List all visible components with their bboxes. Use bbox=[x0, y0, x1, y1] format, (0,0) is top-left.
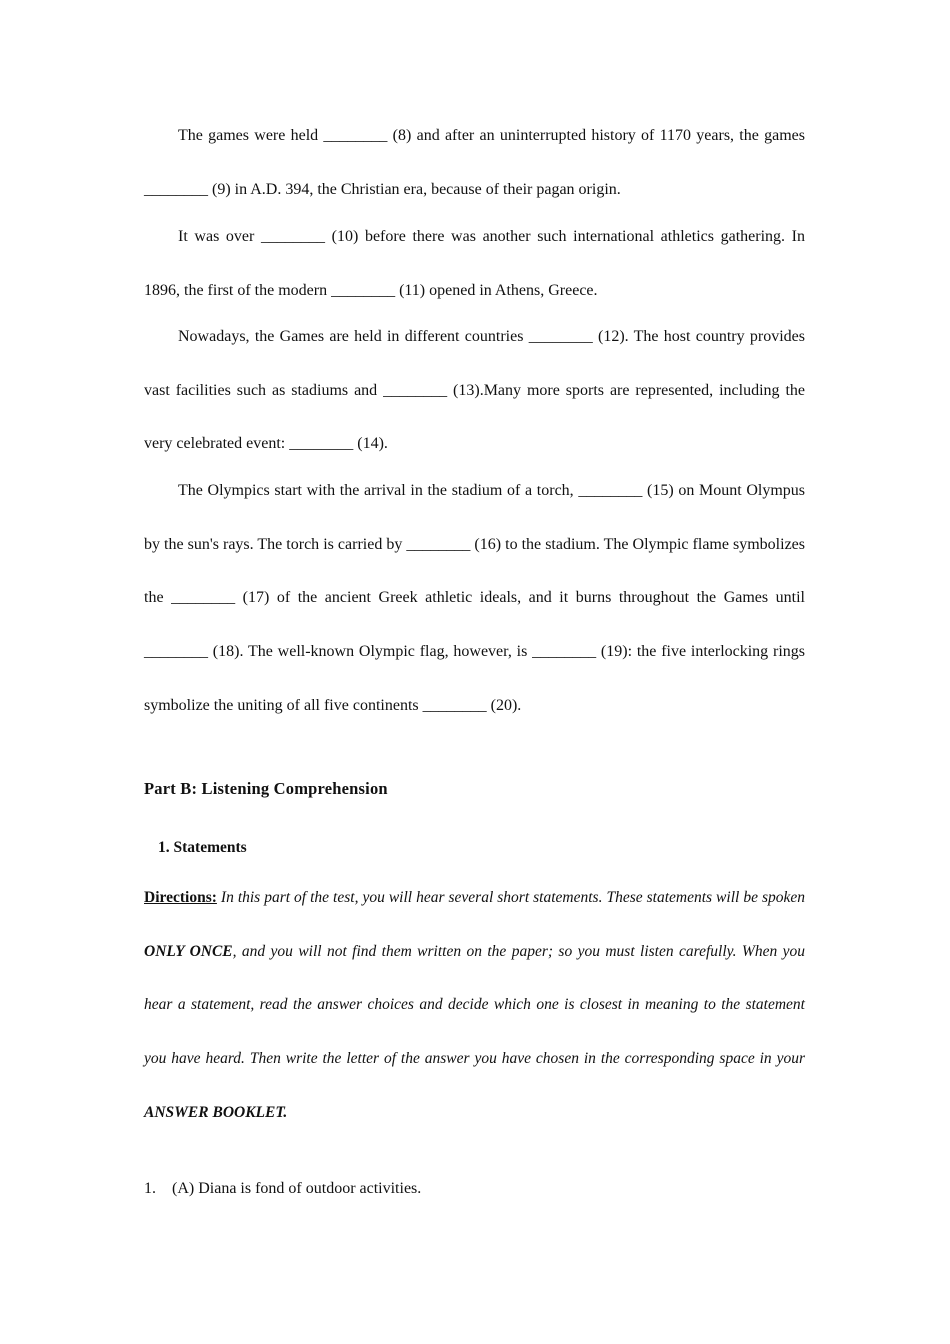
directions-paragraph bbox=[144, 871, 805, 1140]
paragraph-torch-flag bbox=[144, 464, 805, 733]
paragraph-text: Nowadays, the Games are held in different countries ________ (12). The host country provides vast facilities such as stadiums and ________ (13).Many more sports are represented, including the very celebrated event: ________ (14). bbox=[144, 328, 805, 453]
part-b-heading: Part B: Listening Comprehension bbox=[144, 779, 388, 798]
statements-heading: 1. Statements bbox=[158, 839, 247, 856]
statement-item bbox=[144, 1180, 421, 1198]
paragraph-modern-olympics bbox=[144, 210, 805, 317]
directions-emphasis-answer-booklet: ANSWER BOOKLET. bbox=[144, 1103, 288, 1121]
directions-text: , and you will not find them written on the paper; so you must listen carefully. When you hear a statement, read the answer choices and decide which one is closest in meaning to the statement you have heard. Then write the letter of the answer you have chosen in the corresponding space in your bbox=[144, 942, 805, 1068]
paragraph-text: The Olympics start with the arrival in the stadium of a torch, ________ (15) on Mount Olympus by the sun's rays. The torch is carried by ________ (16) to the stadium. The Olympic flame symbolizes the ________ (17) of the ancient Greek athletic ideals, and it burns throughout the Games until ________ (18). The well-known Olympic flag, however, is ________ (19): the five interlocking rings symbolize the uniting of all five continents ________ (20). bbox=[144, 482, 805, 714]
paragraph-games-held bbox=[144, 109, 805, 216]
paragraph-text: It was over ________ (10) before there was another such international athletics gathering. In 1896, the first of the modern ________ (11) opened in Athens, Greece. bbox=[144, 228, 805, 299]
paragraph-text: The games were held ________ (8) and after an uninterrupted history of 1170 years, the games ________ (9) in A.D. 394, the Christian era, because of their pagan origin. bbox=[144, 127, 805, 198]
directions-label: Directions: bbox=[144, 889, 217, 906]
item-option-text: (A) Diana is fond of outdoor activities. bbox=[172, 1180, 422, 1197]
item-number: 1. bbox=[144, 1180, 156, 1197]
directions-text: In this part of the test, you will hear several short statements. These statements will be spoken bbox=[216, 889, 805, 906]
paragraph-host-country bbox=[144, 310, 805, 471]
directions-emphasis-only-once: ONLY ONCE bbox=[144, 942, 233, 960]
